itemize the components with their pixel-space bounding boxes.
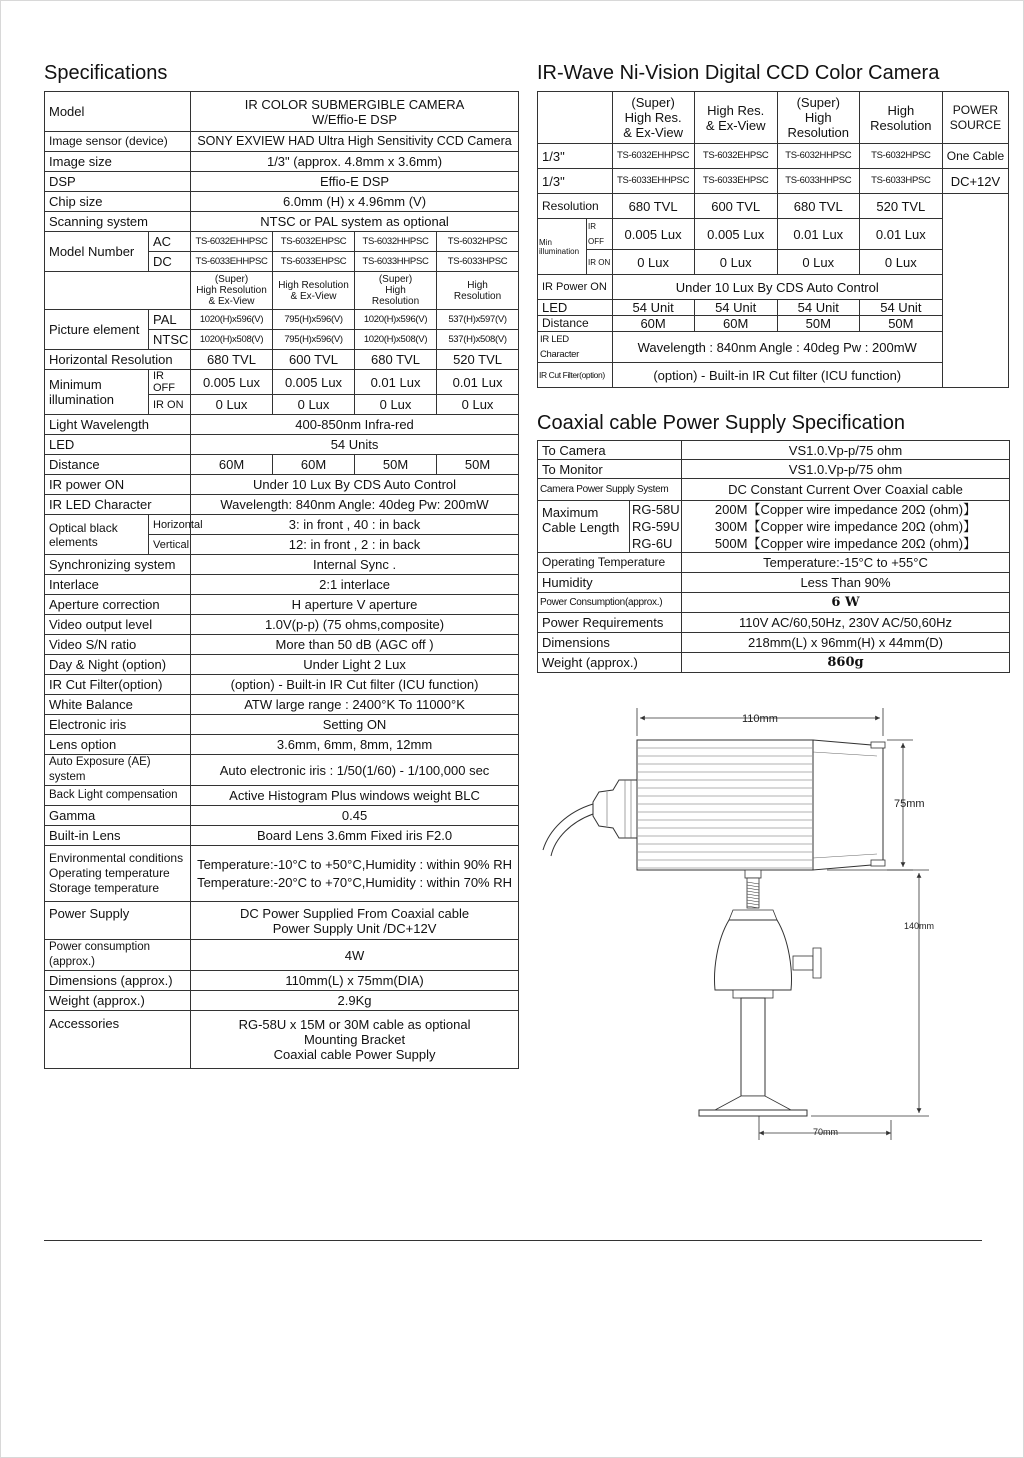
row-value: Setting ON	[191, 715, 519, 735]
row-label: Power Consumption(approx.)	[538, 593, 682, 613]
row-label: Video output level	[45, 615, 191, 635]
row-value: 3.6mm, 6mm, 8mm, 12mm	[191, 735, 519, 755]
header-cell: High Res. & Ex-View	[694, 92, 777, 144]
row-label: IR Power ON	[538, 275, 613, 300]
row-label: Image size	[45, 152, 191, 172]
table-row	[45, 735, 519, 755]
lux-cell: 0 Lux	[437, 395, 519, 415]
table-row	[538, 501, 1010, 518]
lux-cell: 0.01 Lux	[859, 219, 942, 250]
row-label: IR power ON	[45, 475, 191, 495]
table-row	[538, 332, 1009, 363]
row-label: Horizontal Resolution	[45, 350, 191, 370]
header-cell: High Resolution	[859, 92, 942, 144]
row-label: IR LED Character	[45, 495, 191, 515]
model-cell: TS-6033HHPSC	[777, 169, 859, 194]
table-row	[45, 435, 519, 455]
row-label: Day & Night (option)	[45, 655, 191, 675]
variant-cell: (Super) High Resolution	[355, 272, 437, 310]
row-value: ATW large range : 2400°K To 11000°K	[191, 695, 519, 715]
ntsc-cell: 537(H)x508(V)	[437, 330, 519, 350]
row-label: LED	[538, 300, 613, 316]
table-row	[538, 300, 1009, 316]
table-row	[45, 575, 519, 595]
irwave-title: IR-Wave Ni-Vision Digital CCD Color Camera	[537, 62, 940, 84]
variant-cell: High Resolution	[437, 272, 519, 310]
row-label: Synchronizing system	[45, 555, 191, 575]
row-value: 6.0mm (H) x 4.96mm (V)	[191, 192, 519, 212]
row-value: 3: in front , 40 : in back	[191, 515, 519, 535]
pal-cell: 537(H)x597(V)	[437, 310, 519, 330]
row-label: Weight (approx.)	[538, 653, 682, 673]
table-row	[538, 460, 1010, 479]
table-row	[45, 675, 519, 695]
row-label: LED	[45, 435, 191, 455]
lux-cell: 0.01 Lux	[437, 370, 519, 395]
row-label: Weight (approx.)	[45, 991, 191, 1011]
empty-cell	[942, 194, 1008, 388]
resolution-cell: 600 TVL	[694, 194, 777, 219]
cable-type: RG-58U	[630, 501, 682, 518]
model-cell: TS-6033EHPSC	[273, 252, 355, 272]
dc-label: DC	[149, 252, 191, 272]
led-cell: 54 Unit	[612, 300, 694, 316]
distance-cell: 60M	[191, 455, 273, 475]
header-cell: (Super) High Resolution	[777, 92, 859, 144]
cable-value: 300M【Copper wire impedance 20Ω (ohm)】	[682, 518, 1010, 535]
table-row	[45, 615, 519, 635]
row-value: 2.9Kg	[191, 991, 519, 1011]
table-row	[45, 826, 519, 846]
model-cell: TS-6032HHPSC	[355, 232, 437, 252]
table-row	[45, 515, 519, 535]
model-cell: TS-6032HHPSC	[777, 144, 859, 169]
lux-cell: 0 Lux	[859, 250, 942, 275]
table-row	[538, 479, 1010, 501]
cable-type: RG-6U	[630, 535, 682, 553]
table-row	[45, 846, 519, 902]
row-value: 4W	[191, 940, 519, 971]
table-row	[45, 902, 519, 940]
table-row	[45, 635, 519, 655]
row-label: Picture element	[45, 310, 149, 350]
table-row	[538, 275, 1009, 300]
table-row	[538, 653, 1010, 673]
model-cell: TS-6032HPSC	[437, 232, 519, 252]
table-row	[538, 363, 1009, 388]
row-value: 1/3" (approx. 4.8mm x 3.6mm)	[191, 152, 519, 172]
model-cell: TS-6033EHHPSC	[612, 169, 694, 194]
row-value: DC Constant Current Over Coaxial cable	[682, 479, 1010, 501]
camera-dimension-drawing	[537, 700, 957, 1145]
model-cell: TS-6032EHHPSC	[191, 232, 273, 252]
length-dimension	[637, 708, 883, 736]
table-row	[538, 250, 1009, 275]
dim-length-label: 110mm	[742, 713, 778, 725]
table-row	[45, 415, 519, 435]
row-value: 218mm(L) x 96mm(H) x 44mm(D)	[682, 633, 1010, 653]
coax-title: Coaxial cable Power Supply Specification	[537, 412, 905, 434]
table-row	[45, 455, 519, 475]
row-value: 110V AC/60,50Hz, 230V AC/50,60Hz	[682, 613, 1010, 633]
table-row	[45, 92, 519, 132]
header-cell: (Super) High Res. & Ex-View	[612, 92, 694, 144]
height-dimension	[811, 870, 934, 1116]
power-source-header: POWER SOURCE	[942, 92, 1008, 144]
lux-cell: 0.005 Lux	[612, 219, 694, 250]
row-value: Auto electronic iris : 1/50(1/60) - 1/100,000 sec	[191, 755, 519, 786]
lux-cell: 0.01 Lux	[777, 219, 859, 250]
distance-cell: 50M	[859, 316, 942, 332]
table-row	[538, 613, 1010, 633]
table-row	[45, 350, 519, 370]
lux-cell: 0.005 Lux	[694, 219, 777, 250]
row-value: 12: in front , 2 : in back	[191, 535, 519, 555]
table-row	[538, 144, 1009, 169]
distance-cell: 50M	[437, 455, 519, 475]
row-value: 860g	[682, 653, 1010, 673]
row-label: 1/3"	[538, 169, 613, 194]
row-value: Effio-E DSP	[191, 172, 519, 192]
cable-gland	[543, 780, 637, 856]
row-value: Wavelength: 840nm Angle: 40deg Pw: 200mW	[191, 495, 519, 515]
row-label: Maximum Cable Length	[538, 501, 630, 553]
row-label: DSP	[45, 172, 191, 192]
table-row	[45, 1011, 519, 1069]
ntsc-cell: 795(H)x596(V)	[273, 330, 355, 350]
dim-height-label: 140mm	[904, 921, 935, 931]
row-label: White Balance	[45, 695, 191, 715]
row-value: VS1.0.Vp-p/75 ohm	[682, 441, 1010, 460]
table-row	[45, 232, 519, 252]
row-label: Min illumination	[538, 219, 587, 275]
row-value: 6 W	[682, 593, 1010, 613]
table-row	[45, 192, 519, 212]
ir-on-label: IR ON	[587, 250, 613, 275]
table-row	[45, 595, 519, 615]
empty-cell	[45, 272, 191, 310]
row-value: VS1.0.Vp-p/75 ohm	[682, 460, 1010, 479]
camera-body	[637, 740, 885, 870]
model-cell: TS-6032EHHPSC	[612, 144, 694, 169]
power-source-cell: One Cable	[942, 144, 1008, 169]
lux-cell: 0 Lux	[777, 250, 859, 275]
row-label: Model Number	[45, 232, 149, 272]
power-source-cell: DC+12V	[942, 169, 1008, 194]
row-value: 110mm(L) x 75mm(DIA)	[191, 971, 519, 991]
empty-cell	[538, 92, 613, 144]
model-cell: TS-6033EHHPSC	[191, 252, 273, 272]
pal-cell: 1020(H)x596(V)	[355, 310, 437, 330]
row-label: To Camera	[538, 441, 682, 460]
table-row	[45, 786, 519, 806]
row-label: Lens option	[45, 735, 191, 755]
cable-type: RG-59U	[630, 518, 682, 535]
led-cell: 54 Unit	[777, 300, 859, 316]
row-value: SONY EXVIEW HAD Ultra High Sensitivity CCD Camera	[191, 132, 519, 152]
row-value: Under 10 Lux By CDS Auto Control	[191, 475, 519, 495]
table-row	[538, 316, 1009, 332]
row-label: Image sensor (device)	[45, 132, 191, 152]
row-value: 1.0V(p-p) (75 ohms,composite)	[191, 615, 519, 635]
row-label: Optical black elements	[45, 515, 149, 555]
model-cell: TS-6033HPSC	[859, 169, 942, 194]
table-row	[538, 633, 1010, 653]
model-cell: TS-6033HHPSC	[355, 252, 437, 272]
row-label: Power consumption (approx.)	[45, 940, 191, 971]
table-row	[538, 593, 1010, 613]
row-label: Aperture correction	[45, 595, 191, 615]
row-value: DC Power Supplied From Coaxial cable Power Supply Unit /DC+12V	[191, 902, 519, 940]
dim-diameter-label: 75mm	[894, 798, 925, 810]
row-label: Distance	[538, 316, 613, 332]
row-label: Back Light compensation	[45, 786, 191, 806]
table-row	[45, 272, 519, 310]
table-row	[45, 172, 519, 192]
lux-cell: 0 Lux	[612, 250, 694, 275]
resolution-cell: 680 TVL	[612, 194, 694, 219]
model-cell: TS-6032EHPSC	[694, 144, 777, 169]
row-value: Wavelength : 840nm Angle : 40deg Pw : 200mW	[612, 332, 942, 363]
row-label: 1/3"	[538, 144, 613, 169]
row-label: Built-in Lens	[45, 826, 191, 846]
hres-cell: 680 TVL	[191, 350, 273, 370]
lux-cell: 0.01 Lux	[355, 370, 437, 395]
row-value: 0.45	[191, 806, 519, 826]
hres-cell: 600 TVL	[273, 350, 355, 370]
row-label: Power Supply	[45, 902, 191, 940]
row-value: Under Light 2 Lux	[191, 655, 519, 675]
table-row	[538, 441, 1010, 460]
lux-cell: 0.005 Lux	[191, 370, 273, 395]
row-value: Active Histogram Plus windows weight BLC	[191, 786, 519, 806]
row-label: Humidity	[538, 573, 682, 593]
row-label: Gamma	[45, 806, 191, 826]
table-row	[538, 553, 1010, 573]
distance-cell: 60M	[612, 316, 694, 332]
specifications-table	[44, 91, 519, 1069]
ntsc-label: NTSC	[149, 330, 191, 350]
row-label: Scanning system	[45, 212, 191, 232]
lux-cell: 0 Lux	[191, 395, 273, 415]
row-label: Video S/N ratio	[45, 635, 191, 655]
resolution-cell: 520 TVL	[859, 194, 942, 219]
row-value: Less Than 90%	[682, 573, 1010, 593]
table-row	[538, 92, 1009, 144]
table-row	[45, 991, 519, 1011]
table-row	[45, 806, 519, 826]
table-row	[538, 169, 1009, 194]
row-label: Distance	[45, 455, 191, 475]
table-row	[45, 132, 519, 152]
ir-on-label: IR ON	[149, 395, 191, 415]
table-row	[45, 370, 519, 395]
row-label: Electronic iris	[45, 715, 191, 735]
row-label: Minimum illumination	[45, 370, 149, 415]
row-value: 54 Units	[191, 435, 519, 455]
mounting-bracket	[699, 870, 821, 1116]
base-dimension	[759, 1116, 891, 1140]
row-label: Chip size	[45, 192, 191, 212]
row-label: IR Cut Filter(option)	[45, 675, 191, 695]
distance-cell: 60M	[273, 455, 355, 475]
row-label: Environmental conditions Operating temperature Storage temperature	[45, 846, 191, 902]
row-value: H aperture V aperture	[191, 595, 519, 615]
dim-base-label: 70mm	[813, 1127, 839, 1137]
row-label: To Monitor	[538, 460, 682, 479]
cable-value: 500M【Copper wire impedance 20Ω (ohm)】	[682, 535, 1010, 553]
row-value: 2:1 interlace	[191, 575, 519, 595]
hres-cell: 520 TVL	[437, 350, 519, 370]
hres-cell: 680 TVL	[355, 350, 437, 370]
row-label: Power Requirements	[538, 613, 682, 633]
specifications-title: Specifications	[44, 62, 168, 84]
variant-cell: High Resolution & Ex-View	[273, 272, 355, 310]
row-value: NTSC or PAL system as optional	[191, 212, 519, 232]
ac-label: AC	[149, 232, 191, 252]
model-cell: TS-6033HPSC	[437, 252, 519, 272]
row-label: IR Cut Filter(option)	[538, 363, 613, 388]
row-value: More than 50 dB (AGC off )	[191, 635, 519, 655]
table-row	[45, 310, 519, 330]
lux-cell: 0 Lux	[694, 250, 777, 275]
row-value: (option) - Built-in IR Cut filter (ICU function)	[612, 363, 942, 388]
row-value: Temperature:-15°C to +55°C	[682, 553, 1010, 573]
table-row	[45, 555, 519, 575]
lux-cell: 0.005 Lux	[273, 370, 355, 395]
footer-divider	[44, 1240, 982, 1241]
ntsc-cell: 1020(H)x508(V)	[191, 330, 273, 350]
irwave-table	[537, 91, 1009, 388]
ntsc-cell: 1020(H)x508(V)	[355, 330, 437, 350]
row-label: Dimensions	[538, 633, 682, 653]
model-cell: TS-6032EHPSC	[273, 232, 355, 252]
table-row	[45, 715, 519, 735]
row-value: Temperature:-10°C to +50°C,Humidity : within 90% RH Temperature:-20°C to +70°C,Humidity : within 70% RH	[191, 846, 519, 902]
row-label: Accessories	[45, 1011, 191, 1069]
distance-cell: 50M	[355, 455, 437, 475]
table-row	[45, 212, 519, 232]
row-label: Operating Temperature	[538, 553, 682, 573]
row-value: Board Lens 3.6mm Fixed iris F2.0	[191, 826, 519, 846]
row-value: IR COLOR SUBMERGIBLE CAMERA W/Effio-E DSP	[191, 92, 519, 132]
lux-cell: 0 Lux	[355, 395, 437, 415]
resolution-cell: 680 TVL	[777, 194, 859, 219]
table-row	[538, 573, 1010, 593]
table-row	[538, 194, 1009, 219]
row-label: Model	[45, 92, 191, 132]
coax-table	[537, 440, 1010, 673]
model-cell: TS-6033EHPSC	[694, 169, 777, 194]
row-label: Dimensions (approx.)	[45, 971, 191, 991]
lux-cell: 0 Lux	[273, 395, 355, 415]
row-value: (option) - Built-in IR Cut filter (ICU function)	[191, 675, 519, 695]
led-cell: 54 Unit	[694, 300, 777, 316]
led-cell: 54 Unit	[859, 300, 942, 316]
row-label: Resolution	[538, 194, 613, 219]
distance-cell: 50M	[777, 316, 859, 332]
cable-value: 200M【Copper wire impedance 20Ω (ohm)】	[682, 501, 1010, 518]
diameter-dimension	[887, 740, 925, 870]
table-row	[538, 219, 1009, 250]
row-label: Light Wavelength	[45, 415, 191, 435]
row-value: RG-58U x 15M or 30M cable as optional Mounting Bracket Coaxial cable Power Supply	[191, 1011, 519, 1069]
table-row	[45, 971, 519, 991]
table-row	[45, 495, 519, 515]
pal-cell: 795(H)x596(V)	[273, 310, 355, 330]
horizontal-label: Horizontal	[149, 515, 191, 535]
vertical-label: Vertical	[149, 535, 191, 555]
row-label: Auto Exposure (AE) system	[45, 755, 191, 786]
row-value: Under 10 Lux By CDS Auto Control	[612, 275, 942, 300]
table-row	[45, 475, 519, 495]
row-value: Internal Sync .	[191, 555, 519, 575]
ir-off-label: IR OFF	[587, 219, 613, 250]
pal-label: PAL	[149, 310, 191, 330]
table-row	[45, 152, 519, 172]
model-cell: TS-6032HPSC	[859, 144, 942, 169]
row-label: IR LED Character	[538, 332, 613, 363]
table-row	[45, 695, 519, 715]
table-row	[45, 755, 519, 786]
row-label: Interlace	[45, 575, 191, 595]
distance-cell: 60M	[694, 316, 777, 332]
table-row	[45, 940, 519, 971]
row-value: 400-850nm Infra-red	[191, 415, 519, 435]
ir-off-label: IR OFF	[149, 370, 191, 395]
row-label: Camera Power Supply System	[538, 479, 682, 501]
table-row	[45, 655, 519, 675]
pal-cell: 1020(H)x596(V)	[191, 310, 273, 330]
variant-cell: (Super) High Resolution & Ex-View	[191, 272, 273, 310]
